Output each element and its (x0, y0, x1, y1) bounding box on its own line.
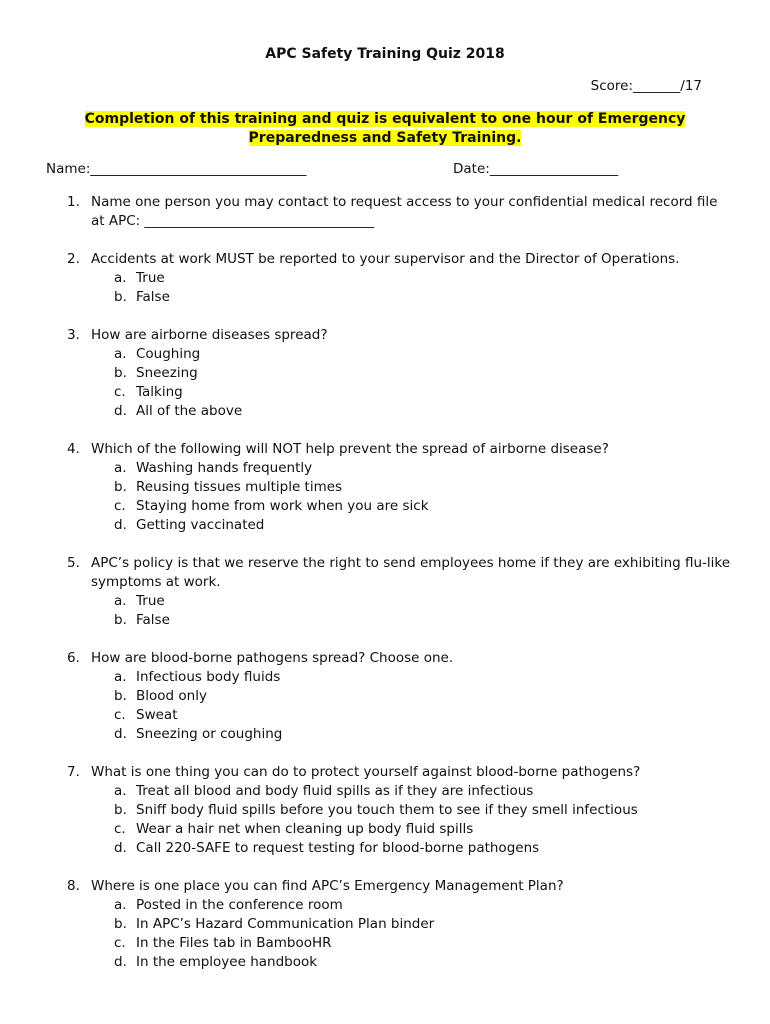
answer-options (0, 782, 770, 858)
option-letter: c. (114, 821, 126, 837)
answer-option (0, 459, 770, 478)
question-item (0, 877, 770, 972)
answer-options (0, 345, 770, 421)
answer-options (0, 668, 770, 744)
question-number: 1. (67, 194, 80, 210)
option-letter: b. (114, 365, 127, 381)
question-text: How are blood-borne pathogens spread? Choose one. (91, 650, 454, 666)
option-letter: b. (114, 916, 127, 932)
option-letter: c. (114, 935, 126, 951)
option-text: Infectious body fluids (136, 669, 281, 685)
option-text: In APC’s Hazard Communication Plan binder (136, 916, 435, 932)
answer-option (0, 516, 770, 535)
question-item (0, 193, 770, 231)
question-number: 8. (67, 878, 80, 894)
answer-options (0, 459, 770, 535)
option-text: Sneezing or coughing (136, 726, 283, 742)
date-field: Date:___________________ (453, 161, 619, 177)
option-text: Talking (136, 384, 183, 400)
answer-option (0, 478, 770, 497)
answer-option (0, 592, 770, 611)
answer-option (0, 915, 770, 934)
option-letter: c. (114, 384, 126, 400)
option-text: Getting vaccinated (136, 517, 265, 533)
option-text: False (136, 289, 170, 305)
question-number: 7. (67, 764, 80, 780)
answer-option (0, 269, 770, 288)
option-text: Reusing tissues multiple times (136, 479, 343, 495)
question-text: Which of the following will NOT help prevent the spread of airborne disease? (91, 441, 609, 457)
score-field: Score:_______/17 (590, 78, 702, 94)
answer-option (0, 611, 770, 630)
option-letter: b. (114, 479, 127, 495)
question-text: Where is one place you can find APC’s Emergency Management Plan? (91, 878, 564, 894)
answer-option (0, 402, 770, 421)
question-number: 5. (67, 555, 80, 571)
option-text: Sweat (136, 707, 178, 723)
question-number: 3. (67, 327, 80, 343)
option-text: True (136, 593, 165, 609)
answer-options (0, 592, 770, 630)
answer-option (0, 288, 770, 307)
answer-option (0, 839, 770, 858)
answer-option (0, 364, 770, 383)
option-text: All of the above (136, 403, 243, 419)
option-text: Coughing (136, 346, 201, 362)
answer-option (0, 668, 770, 687)
question-text: Accidents at work MUST be reported to your supervisor and the Director of Operations. (91, 251, 680, 267)
option-letter: a. (114, 270, 127, 286)
highlighted-notice-text: Completion of this training and quiz is equivalent to one hour of Emergency Preparedness and Safety Training. (84, 111, 686, 146)
option-letter: a. (114, 669, 127, 685)
option-letter: d. (114, 954, 127, 970)
question-number: 6. (67, 650, 80, 666)
name-field: Name:________________________________ (46, 161, 307, 177)
question-item (0, 440, 770, 535)
option-text: Washing hands frequently (136, 460, 313, 476)
answer-options (0, 269, 770, 307)
question-text: Name one person you may contact to request access to your confidential medical record file at APC: __________________________________ (91, 194, 718, 229)
answer-option (0, 706, 770, 725)
option-letter: a. (114, 346, 127, 362)
option-letter: d. (114, 403, 127, 419)
option-text: False (136, 612, 170, 628)
question-number: 2. (67, 251, 80, 267)
option-text: Sneezing (136, 365, 198, 381)
option-letter: d. (114, 840, 127, 856)
question-item (0, 250, 770, 307)
answer-option (0, 497, 770, 516)
option-letter: b. (114, 289, 127, 305)
option-letter: c. (114, 707, 126, 723)
option-text: Blood only (136, 688, 207, 704)
option-letter: a. (114, 460, 127, 476)
option-letter: d. (114, 517, 127, 533)
answer-option (0, 687, 770, 706)
option-text: Treat all blood and body fluid spills as if they are infectious (136, 783, 534, 799)
answer-option (0, 782, 770, 801)
option-text: True (136, 270, 165, 286)
answer-option (0, 820, 770, 839)
question-text: How are airborne diseases spread? (91, 327, 328, 343)
option-text: In the Files tab in BambooHR (136, 935, 332, 951)
question-item (0, 554, 770, 630)
answer-option (0, 725, 770, 744)
option-letter: c. (114, 498, 126, 514)
page-title: APC Safety Training Quiz 2018 (265, 46, 505, 62)
option-text: Posted in the conference room (136, 897, 343, 913)
option-letter: b. (114, 688, 127, 704)
answer-options (0, 896, 770, 972)
question-text: What is one thing you can do to protect yourself against blood-borne pathogens? (91, 764, 641, 780)
option-letter: b. (114, 612, 127, 628)
answer-option (0, 896, 770, 915)
question-number: 4. (67, 441, 80, 457)
question-item (0, 763, 770, 858)
option-text: In the employee handbook (136, 954, 318, 970)
answer-option (0, 953, 770, 972)
answer-option (0, 934, 770, 953)
option-letter: a. (114, 593, 127, 609)
option-letter: b. (114, 802, 127, 818)
option-text: Sniff body fluid spills before you touch them to see if they smell infectious (136, 802, 638, 818)
question-text: APC’s policy is that we reserve the right to send employees home if they are exhibiting flu-like symptoms at work. (91, 555, 731, 590)
option-text: Call 220-SAFE to request testing for blood-borne pathogens (136, 840, 540, 856)
answer-option (0, 801, 770, 820)
option-text: Staying home from work when you are sick (136, 498, 429, 514)
completion-notice (60, 110, 710, 148)
option-letter: d. (114, 726, 127, 742)
answer-option (0, 345, 770, 364)
question-item (0, 326, 770, 421)
answer-option (0, 383, 770, 402)
option-letter: a. (114, 897, 127, 913)
option-letter: a. (114, 783, 127, 799)
question-list (0, 193, 770, 991)
option-text: Wear a hair net when cleaning up body fluid spills (136, 821, 474, 837)
question-item (0, 649, 770, 744)
